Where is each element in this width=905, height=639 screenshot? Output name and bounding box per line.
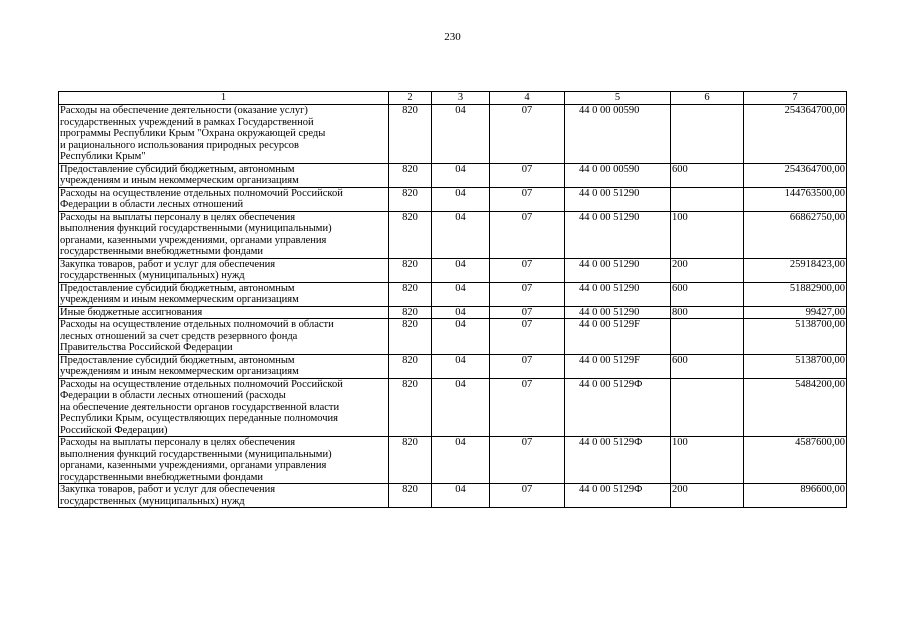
row-amount: 144763500,00 bbox=[744, 187, 847, 211]
row-ministry-code: 820 bbox=[389, 211, 432, 258]
row-subsection-code: 07 bbox=[490, 163, 565, 187]
row-amount: 5138700,00 bbox=[744, 354, 847, 378]
row-section-code: 04 bbox=[432, 306, 490, 319]
row-section-code: 04 bbox=[432, 105, 490, 164]
row-subsection-code: 07 bbox=[490, 258, 565, 282]
row-name: Расходы на обеспечение деятельности (оказание услуг) государственных учреждений в рамках Государственной программы Республики Крым "Охрана окружающей среды и рационального использования природных ресурсов Республики Крым" bbox=[59, 105, 389, 164]
table-row bbox=[59, 282, 847, 306]
header-col-1: 1 bbox=[59, 92, 389, 105]
header-row bbox=[59, 92, 847, 105]
row-expense-type bbox=[671, 319, 744, 355]
row-amount: 896600,00 bbox=[744, 484, 847, 508]
row-article-code: 44 0 00 5129F bbox=[565, 319, 671, 355]
row-subsection-code: 07 bbox=[490, 105, 565, 164]
row-expense-type bbox=[671, 187, 744, 211]
row-subsection-code: 07 bbox=[490, 484, 565, 508]
row-expense-type: 600 bbox=[671, 282, 744, 306]
row-name: Закупка товаров, работ и услуг для обеспечения государственных (муниципальных) нужд bbox=[59, 258, 389, 282]
row-article-code: 44 0 00 00590 bbox=[565, 105, 671, 164]
row-ministry-code: 820 bbox=[389, 437, 432, 484]
row-name: Закупка товаров, работ и услуг для обеспечения государственных (муниципальных) нужд bbox=[59, 484, 389, 508]
row-subsection-code: 07 bbox=[490, 282, 565, 306]
row-article-code: 44 0 00 5129Ф bbox=[565, 437, 671, 484]
row-ministry-code: 820 bbox=[389, 105, 432, 164]
table-row bbox=[59, 163, 847, 187]
header-col-2: 2 bbox=[389, 92, 432, 105]
row-ministry-code: 820 bbox=[389, 187, 432, 211]
row-name: Расходы на выплаты персоналу в целях обеспечения выполнения функций государственными (муниципальными) органами, казенными учреждениями, органами управления государственными внебюджетными фондами bbox=[59, 211, 389, 258]
table-row bbox=[59, 187, 847, 211]
row-ministry-code: 820 bbox=[389, 319, 432, 355]
row-section-code: 04 bbox=[432, 319, 490, 355]
header-col-7: 7 bbox=[744, 92, 847, 105]
row-article-code: 44 0 00 51290 bbox=[565, 306, 671, 319]
row-expense-type: 100 bbox=[671, 437, 744, 484]
table-row bbox=[59, 105, 847, 164]
row-amount: 25918423,00 bbox=[744, 258, 847, 282]
row-subsection-code: 07 bbox=[490, 211, 565, 258]
row-amount: 51882900,00 bbox=[744, 282, 847, 306]
row-subsection-code: 07 bbox=[490, 306, 565, 319]
page-number: 230 bbox=[444, 31, 461, 43]
row-article-code: 44 0 00 51290 bbox=[565, 211, 671, 258]
row-subsection-code: 07 bbox=[490, 437, 565, 484]
row-name: Расходы на осуществление отдельных полномочий Российской Федерации в области лесных отношений (расходы на обеспечение деятельности органов государственной власти Республики Крым, осуществляющих переданные полномочия Российской Федерации) bbox=[59, 378, 389, 437]
row-article-code: 44 0 00 51290 bbox=[565, 187, 671, 211]
row-section-code: 04 bbox=[432, 163, 490, 187]
table-row bbox=[59, 211, 847, 258]
row-name: Расходы на осуществление отдельных полномочий в области лесных отношений за счет средств резервного фонда Правительства Российской Федерации bbox=[59, 319, 389, 355]
row-subsection-code: 07 bbox=[490, 378, 565, 437]
row-section-code: 04 bbox=[432, 437, 490, 484]
row-expense-type: 200 bbox=[671, 484, 744, 508]
row-name: Иные бюджетные ассигнования bbox=[59, 306, 389, 319]
row-section-code: 04 bbox=[432, 282, 490, 306]
row-section-code: 04 bbox=[432, 354, 490, 378]
row-subsection-code: 07 bbox=[490, 319, 565, 355]
row-amount: 99427,00 bbox=[744, 306, 847, 319]
table-row bbox=[59, 437, 847, 484]
row-name: Предоставление субсидий бюджетным, автономным учреждениям и иным некоммерческим организациям bbox=[59, 163, 389, 187]
row-ministry-code: 820 bbox=[389, 258, 432, 282]
row-section-code: 04 bbox=[432, 484, 490, 508]
row-expense-type: 800 bbox=[671, 306, 744, 319]
row-expense-type: 200 bbox=[671, 258, 744, 282]
row-ministry-code: 820 bbox=[389, 306, 432, 319]
row-subsection-code: 07 bbox=[490, 354, 565, 378]
row-section-code: 04 bbox=[432, 378, 490, 437]
row-ministry-code: 820 bbox=[389, 163, 432, 187]
row-amount: 5138700,00 bbox=[744, 319, 847, 355]
row-amount: 66862750,00 bbox=[744, 211, 847, 258]
table-row bbox=[59, 484, 847, 508]
row-article-code: 44 0 00 5129Ф bbox=[565, 378, 671, 437]
row-ministry-code: 820 bbox=[389, 484, 432, 508]
row-article-code: 44 0 00 51290 bbox=[565, 282, 671, 306]
header-col-5: 5 bbox=[565, 92, 671, 105]
row-subsection-code: 07 bbox=[490, 187, 565, 211]
table-row bbox=[59, 306, 847, 319]
budget-table bbox=[58, 91, 847, 508]
row-expense-type bbox=[671, 378, 744, 437]
row-ministry-code: 820 bbox=[389, 282, 432, 306]
header-col-4: 4 bbox=[490, 92, 565, 105]
row-amount: 254364700,00 bbox=[744, 163, 847, 187]
row-expense-type bbox=[671, 105, 744, 164]
row-name: Предоставление субсидий бюджетным, автономным учреждениям и иным некоммерческим организациям bbox=[59, 354, 389, 378]
row-expense-type: 600 bbox=[671, 163, 744, 187]
row-article-code: 44 0 00 5129F bbox=[565, 354, 671, 378]
row-amount: 254364700,00 bbox=[744, 105, 847, 164]
table-row bbox=[59, 378, 847, 437]
row-name: Расходы на выплаты персоналу в целях обеспечения выполнения функций государственными (муниципальными) органами, казенными учреждениями, органами управления государственными внебюджетными фондами bbox=[59, 437, 389, 484]
row-section-code: 04 bbox=[432, 187, 490, 211]
row-article-code: 44 0 00 00590 bbox=[565, 163, 671, 187]
table-row bbox=[59, 354, 847, 378]
row-expense-type: 600 bbox=[671, 354, 744, 378]
header-col-6: 6 bbox=[671, 92, 744, 105]
header-col-3: 3 bbox=[432, 92, 490, 105]
row-amount: 5484200,00 bbox=[744, 378, 847, 437]
row-name: Предоставление субсидий бюджетным, автономным учреждениям и иным некоммерческим организациям bbox=[59, 282, 389, 306]
row-article-code: 44 0 00 51290 bbox=[565, 258, 671, 282]
row-amount: 4587600,00 bbox=[744, 437, 847, 484]
row-ministry-code: 820 bbox=[389, 354, 432, 378]
table-row bbox=[59, 319, 847, 355]
row-section-code: 04 bbox=[432, 258, 490, 282]
row-name: Расходы на осуществление отдельных полномочий Российской Федерации в области лесных отношений bbox=[59, 187, 389, 211]
table-row bbox=[59, 258, 847, 282]
row-article-code: 44 0 00 5129Ф bbox=[565, 484, 671, 508]
row-section-code: 04 bbox=[432, 211, 490, 258]
row-expense-type: 100 bbox=[671, 211, 744, 258]
row-ministry-code: 820 bbox=[389, 378, 432, 437]
